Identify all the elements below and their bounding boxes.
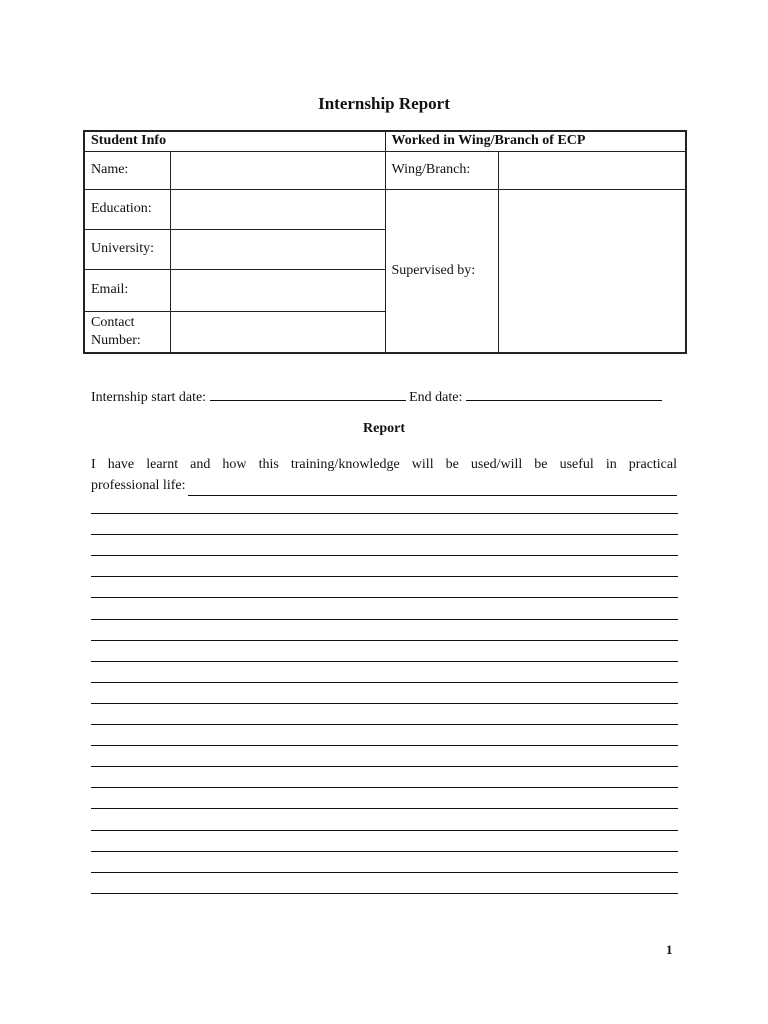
answer-line[interactable] [91, 830, 678, 831]
name-field[interactable] [170, 151, 385, 189]
answer-line[interactable] [91, 619, 678, 620]
answer-line[interactable] [91, 893, 678, 894]
education-label: Education: [84, 189, 170, 229]
answer-line[interactable] [91, 787, 678, 788]
university-field[interactable] [170, 229, 385, 269]
answer-line[interactable] [91, 661, 678, 662]
university-label: University: [84, 229, 170, 269]
answer-line[interactable] [91, 724, 678, 725]
end-date-label: End date: [409, 390, 463, 405]
supervised-by-field[interactable] [498, 189, 686, 353]
answer-line[interactable] [91, 703, 678, 704]
contact-number-label: Contact Number: [84, 311, 170, 353]
report-answer-first-line[interactable] [188, 480, 677, 496]
report-prompt-line2: professional life: [91, 478, 186, 493]
report-prompt-line2-row [91, 475, 677, 496]
education-field[interactable] [170, 189, 385, 229]
page-number: 1 [666, 942, 673, 957]
supervised-by-label: Supervised by: [385, 189, 498, 353]
email-label: Email: [84, 269, 170, 311]
answer-line[interactable] [91, 597, 678, 598]
document-title: Internship Report [318, 94, 450, 113]
worked-in-header: Worked in Wing/Branch of ECP [385, 131, 686, 151]
answer-line[interactable] [91, 872, 678, 873]
name-label: Name: [84, 151, 170, 189]
dates-line [91, 386, 662, 406]
report-heading: Report [363, 421, 405, 436]
contact-number-field[interactable] [170, 311, 385, 353]
answer-line[interactable] [91, 808, 678, 809]
start-date-field[interactable] [210, 386, 406, 401]
start-date-label: Internship start date: [91, 390, 207, 405]
answer-line[interactable] [91, 682, 678, 683]
answer-line[interactable] [91, 766, 678, 767]
wing-branch-field[interactable] [498, 151, 686, 189]
answer-line[interactable] [91, 534, 678, 535]
answer-line[interactable] [91, 555, 678, 556]
student-info-header: Student Info [84, 131, 385, 151]
answer-line[interactable] [91, 576, 678, 577]
report-prompt-line1: I have learnt and how this training/knowledge will be used/will be useful in practical [91, 457, 677, 472]
wing-branch-label: Wing/Branch: [385, 151, 498, 189]
answer-line[interactable] [91, 745, 678, 746]
answer-line[interactable] [91, 640, 678, 641]
student-info-table [83, 130, 687, 354]
answer-line[interactable] [91, 851, 678, 852]
answer-line[interactable] [91, 513, 678, 514]
end-date-field[interactable] [466, 386, 662, 401]
report-prompt [91, 454, 677, 496]
email-field[interactable] [170, 269, 385, 311]
